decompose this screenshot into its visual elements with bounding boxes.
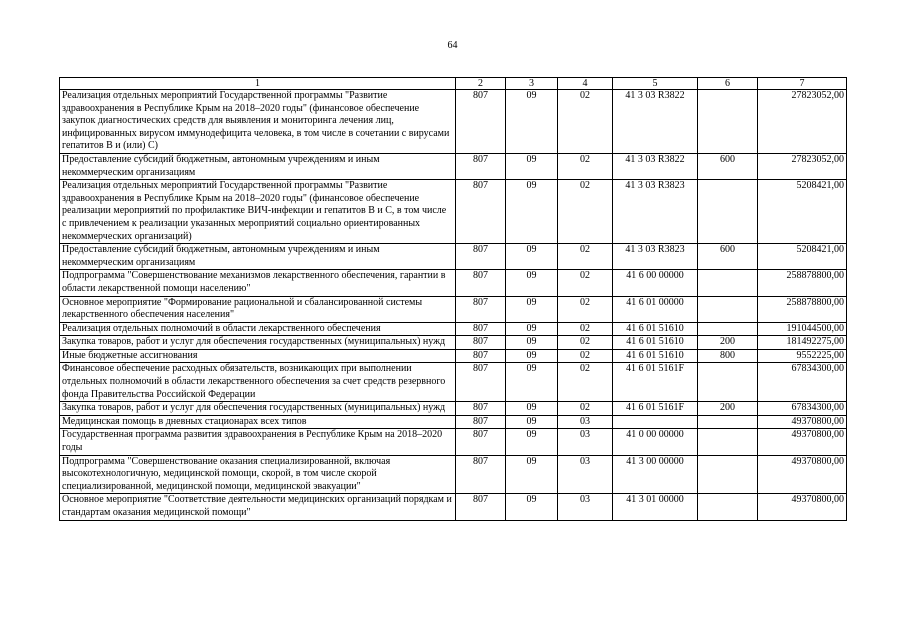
table-row bbox=[60, 322, 847, 336]
row-name-cell: Подпрограмма "Совершенствование оказания специализированной, включая высокотехнологичную, медицинской помощи, скорой, в том числе скорой специализированной, медицинской помощи, медицинской эвакуации" bbox=[60, 455, 456, 494]
table-row bbox=[60, 296, 847, 322]
amount-cell: 49370800,00 bbox=[758, 429, 847, 455]
subsection-code-cell: 02 bbox=[558, 153, 613, 179]
target-article-cell: 41 3 03 R3823 bbox=[613, 180, 698, 244]
amount-cell: 191044500,00 bbox=[758, 322, 847, 336]
table-row bbox=[60, 494, 847, 520]
section-code-cell: 09 bbox=[506, 455, 558, 494]
section-code-cell: 09 bbox=[506, 244, 558, 270]
row-name-cell: Закупка товаров, работ и услуг для обеспечения государственных (муниципальных) нужд bbox=[60, 336, 456, 350]
budget-table bbox=[59, 77, 847, 521]
expense-type-cell: 600 bbox=[698, 244, 758, 270]
amount-cell: 49370800,00 bbox=[758, 415, 847, 429]
expense-type-cell bbox=[698, 322, 758, 336]
target-article-cell: 41 3 00 00000 bbox=[613, 455, 698, 494]
ministry-code-cell: 807 bbox=[456, 322, 506, 336]
target-article-cell: 41 6 01 51610 bbox=[613, 349, 698, 363]
ministry-code-cell: 807 bbox=[456, 90, 506, 154]
table-row bbox=[60, 415, 847, 429]
amount-cell: 258878800,00 bbox=[758, 270, 847, 296]
target-article-cell: 41 6 00 00000 bbox=[613, 270, 698, 296]
subsection-code-cell: 03 bbox=[558, 429, 613, 455]
target-article-cell: 41 6 01 00000 bbox=[613, 296, 698, 322]
subsection-code-cell: 02 bbox=[558, 180, 613, 244]
expense-type-cell bbox=[698, 180, 758, 244]
row-name-cell: Реализация отдельных полномочий в области лекарственного обеспечения bbox=[60, 322, 456, 336]
amount-cell: 27823052,00 bbox=[758, 90, 847, 154]
section-code-cell: 09 bbox=[506, 349, 558, 363]
expense-type-cell: 800 bbox=[698, 349, 758, 363]
amount-cell: 181492275,00 bbox=[758, 336, 847, 350]
target-article-cell: 41 3 01 00000 bbox=[613, 494, 698, 520]
page-number: 64 bbox=[447, 40, 458, 51]
amount-cell: 258878800,00 bbox=[758, 296, 847, 322]
subsection-code-cell: 03 bbox=[558, 494, 613, 520]
row-name-cell: Медицинская помощь в дневных стационарах всех типов bbox=[60, 415, 456, 429]
target-article-cell: 41 6 01 51610 bbox=[613, 322, 698, 336]
table-row bbox=[60, 402, 847, 416]
expense-type-cell: 200 bbox=[698, 402, 758, 416]
section-code-cell: 09 bbox=[506, 296, 558, 322]
section-code-cell: 09 bbox=[506, 415, 558, 429]
expense-type-cell bbox=[698, 90, 758, 154]
amount-cell: 67834300,00 bbox=[758, 363, 847, 402]
table-row bbox=[60, 180, 847, 244]
column-header: 2 bbox=[456, 78, 506, 90]
section-code-cell: 09 bbox=[506, 429, 558, 455]
section-code-cell: 09 bbox=[506, 180, 558, 244]
table-row bbox=[60, 270, 847, 296]
row-name-cell: Государственная программа развития здравоохранения в Республике Крым на 2018–2020 годы bbox=[60, 429, 456, 455]
section-code-cell: 09 bbox=[506, 494, 558, 520]
row-name-cell: Финансовое обеспечение расходных обязательств, возникающих при выполнении отдельных полномочий в области лекарственного обеспечения за счет средств резервного фонда Правительства Российской Федерации bbox=[60, 363, 456, 402]
ministry-code-cell: 807 bbox=[456, 415, 506, 429]
amount-cell: 5208421,00 bbox=[758, 180, 847, 244]
target-article-cell: 41 6 01 51610 bbox=[613, 336, 698, 350]
section-code-cell: 09 bbox=[506, 322, 558, 336]
section-code-cell: 09 bbox=[506, 363, 558, 402]
ministry-code-cell: 807 bbox=[456, 244, 506, 270]
expense-type-cell bbox=[698, 494, 758, 520]
table-body bbox=[60, 90, 847, 521]
ministry-code-cell: 807 bbox=[456, 363, 506, 402]
expense-type-cell: 600 bbox=[698, 153, 758, 179]
row-name-cell: Основное мероприятие "Формирование рациональной и сбалансированной системы лекарственного обеспечения населения" bbox=[60, 296, 456, 322]
amount-cell: 49370800,00 bbox=[758, 494, 847, 520]
column-header: 6 bbox=[698, 78, 758, 90]
column-header: 1 bbox=[60, 78, 456, 90]
target-article-cell: 41 3 03 R3822 bbox=[613, 90, 698, 154]
ministry-code-cell: 807 bbox=[456, 429, 506, 455]
subsection-code-cell: 02 bbox=[558, 336, 613, 350]
ministry-code-cell: 807 bbox=[456, 180, 506, 244]
subsection-code-cell: 03 bbox=[558, 415, 613, 429]
row-name-cell: Предоставление субсидий бюджетным, автономным учреждениям и иным некоммерческим организациям bbox=[60, 244, 456, 270]
amount-cell: 49370800,00 bbox=[758, 455, 847, 494]
subsection-code-cell: 02 bbox=[558, 90, 613, 154]
amount-cell: 5208421,00 bbox=[758, 244, 847, 270]
subsection-code-cell: 02 bbox=[558, 402, 613, 416]
expense-type-cell bbox=[698, 415, 758, 429]
expense-type-cell bbox=[698, 455, 758, 494]
column-header: 4 bbox=[558, 78, 613, 90]
row-name-cell: Основное мероприятие "Соответствие деятельности медицинских организаций порядкам и стандартам оказания медицинской помощи" bbox=[60, 494, 456, 520]
table-row bbox=[60, 244, 847, 270]
section-code-cell: 09 bbox=[506, 153, 558, 179]
row-name-cell: Предоставление субсидий бюджетным, автономным учреждениям и иным некоммерческим организациям bbox=[60, 153, 456, 179]
subsection-code-cell: 02 bbox=[558, 349, 613, 363]
expense-type-cell bbox=[698, 363, 758, 402]
amount-cell: 9552225,00 bbox=[758, 349, 847, 363]
table-row bbox=[60, 153, 847, 179]
section-code-cell: 09 bbox=[506, 402, 558, 416]
target-article-cell: 41 6 01 5161F bbox=[613, 363, 698, 402]
target-article-cell: 41 0 00 00000 bbox=[613, 429, 698, 455]
amount-cell: 27823052,00 bbox=[758, 153, 847, 179]
section-code-cell: 09 bbox=[506, 90, 558, 154]
table-row bbox=[60, 90, 847, 154]
section-code-cell: 09 bbox=[506, 336, 558, 350]
subsection-code-cell: 02 bbox=[558, 363, 613, 402]
expense-type-cell: 200 bbox=[698, 336, 758, 350]
ministry-code-cell: 807 bbox=[456, 336, 506, 350]
expense-type-cell bbox=[698, 296, 758, 322]
expense-type-cell bbox=[698, 270, 758, 296]
subsection-code-cell: 02 bbox=[558, 322, 613, 336]
column-header: 5 bbox=[613, 78, 698, 90]
subsection-code-cell: 03 bbox=[558, 455, 613, 494]
subsection-code-cell: 02 bbox=[558, 244, 613, 270]
table-header-row bbox=[60, 78, 847, 90]
target-article-cell: 41 6 01 5161F bbox=[613, 402, 698, 416]
expense-type-cell bbox=[698, 429, 758, 455]
ministry-code-cell: 807 bbox=[456, 153, 506, 179]
ministry-code-cell: 807 bbox=[456, 270, 506, 296]
amount-cell: 67834300,00 bbox=[758, 402, 847, 416]
target-article-cell: 41 3 03 R3822 bbox=[613, 153, 698, 179]
row-name-cell: Закупка товаров, работ и услуг для обеспечения государственных (муниципальных) нужд bbox=[60, 402, 456, 416]
table-row bbox=[60, 336, 847, 350]
table-row bbox=[60, 363, 847, 402]
target-article-cell: 41 3 03 R3823 bbox=[613, 244, 698, 270]
column-header: 7 bbox=[758, 78, 847, 90]
ministry-code-cell: 807 bbox=[456, 349, 506, 363]
subsection-code-cell: 02 bbox=[558, 296, 613, 322]
table-row bbox=[60, 349, 847, 363]
ministry-code-cell: 807 bbox=[456, 494, 506, 520]
row-name-cell: Подпрограмма "Совершенствование механизмов лекарственного обеспечения, гарантии в области лекарственной помощи населению" bbox=[60, 270, 456, 296]
subsection-code-cell: 02 bbox=[558, 270, 613, 296]
row-name-cell: Иные бюджетные ассигнования bbox=[60, 349, 456, 363]
table-row bbox=[60, 429, 847, 455]
row-name-cell: Реализация отдельных мероприятий Государственной программы "Развитие здравоохранения в Республике Крым на 2018–2020 годы" (финансовое обеспечение закупок диагностических средств для выявления и мониторинга лечения лиц, инфицированных вирусом иммунодефицита человека, в том числе в сочетании с вирусами гепатитов В и (или) С) bbox=[60, 90, 456, 154]
ministry-code-cell: 807 bbox=[456, 455, 506, 494]
target-article-cell bbox=[613, 415, 698, 429]
table-row bbox=[60, 455, 847, 494]
ministry-code-cell: 807 bbox=[456, 296, 506, 322]
ministry-code-cell: 807 bbox=[456, 402, 506, 416]
section-code-cell: 09 bbox=[506, 270, 558, 296]
row-name-cell: Реализация отдельных мероприятий Государственной программы "Развитие здравоохранения в Республике Крым на 2018–2020 годы" (финансовое обеспечение реализации мероприятий по профилактике ВИЧ-инфекции и гепатитов В и С, в том числе с привлечением к реализации указанных мероприятий социально ориентированных некоммерческих организаций) bbox=[60, 180, 456, 244]
column-header: 3 bbox=[506, 78, 558, 90]
